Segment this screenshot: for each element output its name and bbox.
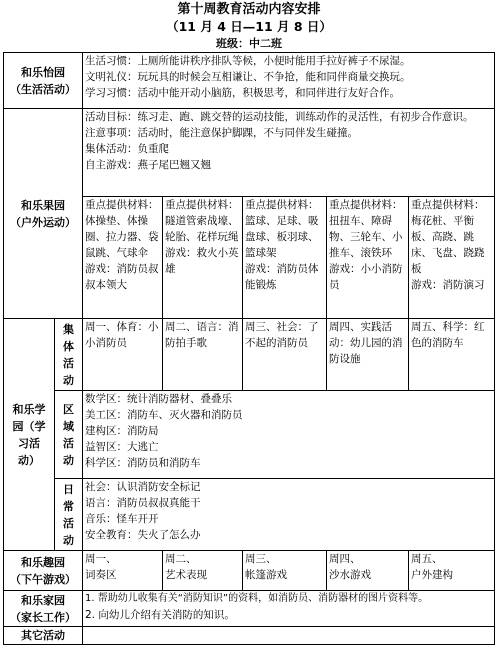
family-label: 和乐家园 （家长工作） [4, 591, 83, 627]
outdoor-label: 和乐果园 （户外运动） [4, 109, 83, 319]
family-line: 2. 向幼儿介绍有关消防的知识。 [85, 609, 235, 621]
fun-row [4, 551, 495, 591]
fun-day-mon: 周一、 词奏区 [83, 551, 163, 591]
outdoor-caution: 注意事项：活动时，能注意保护脚踝，不与同伴发生碰撞。 [85, 127, 358, 139]
area-line: 建构区：消防局 [85, 425, 159, 437]
learning-area-row [4, 391, 495, 479]
family-line: 1. 帮助幼儿收集有关“消防知识”的资料，如消防员、消防器材的图片资料等。 [85, 593, 429, 604]
family-row [4, 591, 495, 627]
page-title: 第十周教育活动内容安排 [177, 2, 321, 17]
daily-line: 音乐：怪车开开 [85, 513, 159, 525]
outdoor-free: 自主游戏：燕子尾巴翘又翘 [85, 159, 211, 171]
area-activity-label: 区 域 活 动 [55, 391, 83, 479]
family-content [83, 591, 495, 627]
fun-day-wed: 周三、 帐篷游戏 [243, 551, 327, 591]
daily-line: 语言：消防员叔叔真能干 [85, 497, 201, 509]
daily-line: 安全教育：失火了怎么办 [85, 529, 201, 541]
outdoor-day-thu: 重点提供材料：扭扭车、障碍物、三轮车、小推车、滚铁环 游戏：小小消防员 [327, 197, 409, 319]
group-day-wed: 周三、社会：了不起的消防员 [243, 319, 327, 391]
fun-day-tue: 周二、 艺术表现 [163, 551, 243, 591]
group-day-fri: 周五、科学：红色的消防车 [409, 319, 495, 391]
group-day-thu: 周四、实践活动：幼儿园的消防设施 [327, 319, 409, 391]
group-day-tue: 周二、语言：消防拍手歌 [163, 319, 243, 391]
outdoor-day-wed: 重点提供材料：篮球、足球、吸盘球、板羽球、篮球架 游戏：消防员体能锻炼 [243, 197, 327, 319]
daily-content [83, 479, 495, 551]
outdoor-goal-row [4, 109, 495, 197]
group-day-mon: 周一、体育：小小消防员 [83, 319, 163, 391]
learning-label: 和乐学 园（学 习活 动） [4, 319, 55, 551]
class-label: 班级：中二班 [216, 37, 282, 50]
fun-day-fri: 周五、 户外建构 [409, 551, 495, 591]
daily-activity-label: 日 常 活 动 [55, 479, 83, 551]
fun-day-thu: 周四、 沙水游戏 [327, 551, 409, 591]
outdoor-day-tue: 重点提供材料：隧道管索战壕、轮胎、花样玩绳 游戏：救火小英雄 [163, 197, 243, 319]
outdoor-goal [83, 109, 495, 197]
area-line: 数学区：统计消防器材、叠叠乐 [85, 393, 232, 405]
daily-line: 社会：认识消防安全标记 [85, 481, 201, 493]
life-label: 和乐怡园 （生活活动） [4, 53, 83, 109]
outdoor-day-mon: 重点提供材料：体操垫、体操圈、拉力器、袋鼠跳、气球伞 游戏：消防员叔叔本领大 [83, 197, 163, 319]
other-row [4, 627, 495, 645]
other-content [83, 627, 495, 645]
area-line: 美工区：消防车、灭火器和消防员 [85, 409, 243, 421]
life-line: 生活习惯：上厕所能讲秩序排队等候，小便时能用手拉好裤子不尿湿。 [85, 55, 411, 67]
date-range: （11 月 4 日—11 月 8 日） [166, 19, 332, 34]
life-line: 文明礼仪：玩玩具的时候会互相谦让、不争抢，能和同伴商量交换玩。 [85, 71, 411, 83]
learning-group-row [4, 319, 495, 391]
area-line: 益智区：大逃亡 [85, 441, 159, 453]
other-label: 其它活动 [4, 627, 83, 645]
fun-label: 和乐趣园 （下午游戏） [4, 551, 83, 591]
group-activity-label: 集 体 活 动 [55, 319, 83, 391]
area-content [83, 391, 495, 479]
outdoor-group: 集体活动：负重爬 [85, 143, 169, 155]
area-line: 科学区：消防员和消防车 [85, 457, 201, 469]
life-line: 学习习惯：活动中能开动小脑筋，积极思考，和同伴进行友好合作。 [85, 87, 400, 99]
outdoor-goal-text: 活动目标：练习走、跑、跳交替的运动技能，训练动作的灵活性，有初步合作意识。 [85, 111, 474, 123]
life-content [83, 53, 495, 109]
learning-daily-row [4, 479, 495, 551]
life-row [4, 53, 495, 109]
outdoor-day-fri: 重点提供材料：梅花桩、平衡板、高跷、跳床、飞盘、跷跷板 游戏：消防演习 [409, 197, 495, 319]
schedule-table [3, 52, 495, 645]
